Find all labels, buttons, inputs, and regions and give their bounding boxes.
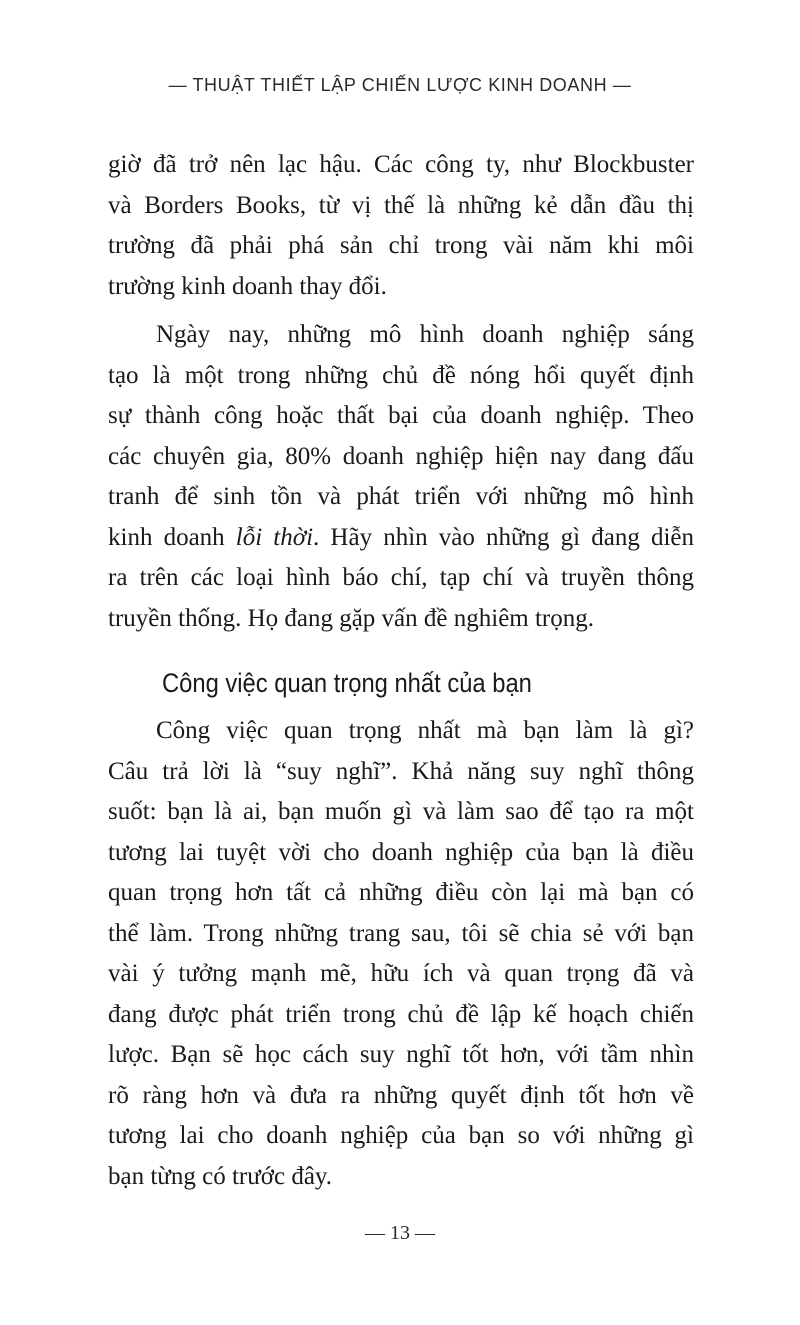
text-line: Công việc quan trọng nhất mà bạn làm là gì? [156,717,694,744]
text-line: bạn từng có trước đây. [108,1162,333,1190]
text-line: lược. Bạn sẽ học cách suy nghĩ tốt hơn, với tầm nhìn [108,1041,694,1068]
text-segment: . Hãy nhìn vào những gì đang diễn [313,523,694,551]
text-line: Ngày nay, những mô hình doanh nghiệp sáng [156,321,694,348]
text-line: tranh để sinh tồn và phát triển với những mô hình [108,483,694,510]
text-line: Câu trả lời là “suy nghĩ”. Khả năng suy nghĩ thông [108,757,694,785]
running-header: — THUẬT THIẾT LẬP CHIẾN LƯỢC KINH DOANH — [168,75,632,95]
text-line: và Borders Books, từ vị thế là những kẻ dẫn đầu thị [108,191,694,219]
text-line: tương lai tuyệt vời cho doanh nghiệp của bạn là điều [108,838,694,866]
paragraph-business-models [108,315,694,639]
text-line [108,518,694,559]
text-segment: kinh doanh [108,523,236,551]
text-line: sự thành công hoặc thất bại của doanh nghiệp. Theo [108,402,694,429]
text-line: các chuyên gia, 80% doanh nghiệp hiện nay đang đấu [108,442,694,470]
text-line: vài ý tưởng mạnh mẽ, hữu ích và quan trọng đã và [108,960,694,987]
text-line: tương lai cho doanh nghiệp của bạn so với những gì [108,1122,694,1149]
section-heading: Công việc quan trọng nhất của bạn [162,668,532,698]
paragraph-most-important-work [108,711,694,1197]
text-line: suốt: bạn là ai, bạn muốn gì và làm sao để tạo ra một [108,798,694,825]
text-line: đang được phát triển trong chủ đề lập kế hoạch chiến [108,1000,694,1028]
text-line: tạo là một trong những chủ đề nóng hổi quyết định [108,361,694,389]
italic-term: lỗi thời [235,523,314,551]
text-line: ra trên các loại hình báo chí, tạp chí và truyền thông [108,564,694,591]
page-number: — 13 — [365,1222,435,1244]
text-line: giờ đã trở nên lạc hậu. Các công ty, như Blockbuster [108,151,694,178]
text-line: truyền thống. Họ đang gặp vấn đề nghiêm trọng. [108,604,595,632]
text-line: trường đã phải phá sản chỉ trong vài năm khi môi [108,232,694,259]
text-line: quan trọng hơn tất cả những điều còn lại mà bạn có [108,879,694,906]
paragraph-continued [108,145,694,307]
page-body [108,145,694,1197]
text-line: rõ ràng hơn và đưa ra những quyết định tốt hơn về [108,1081,694,1109]
text-line: thể làm. Trong những trang sau, tôi sẽ chia sẻ với bạn [108,919,694,947]
text-line: trường kinh doanh thay đổi. [108,272,387,300]
